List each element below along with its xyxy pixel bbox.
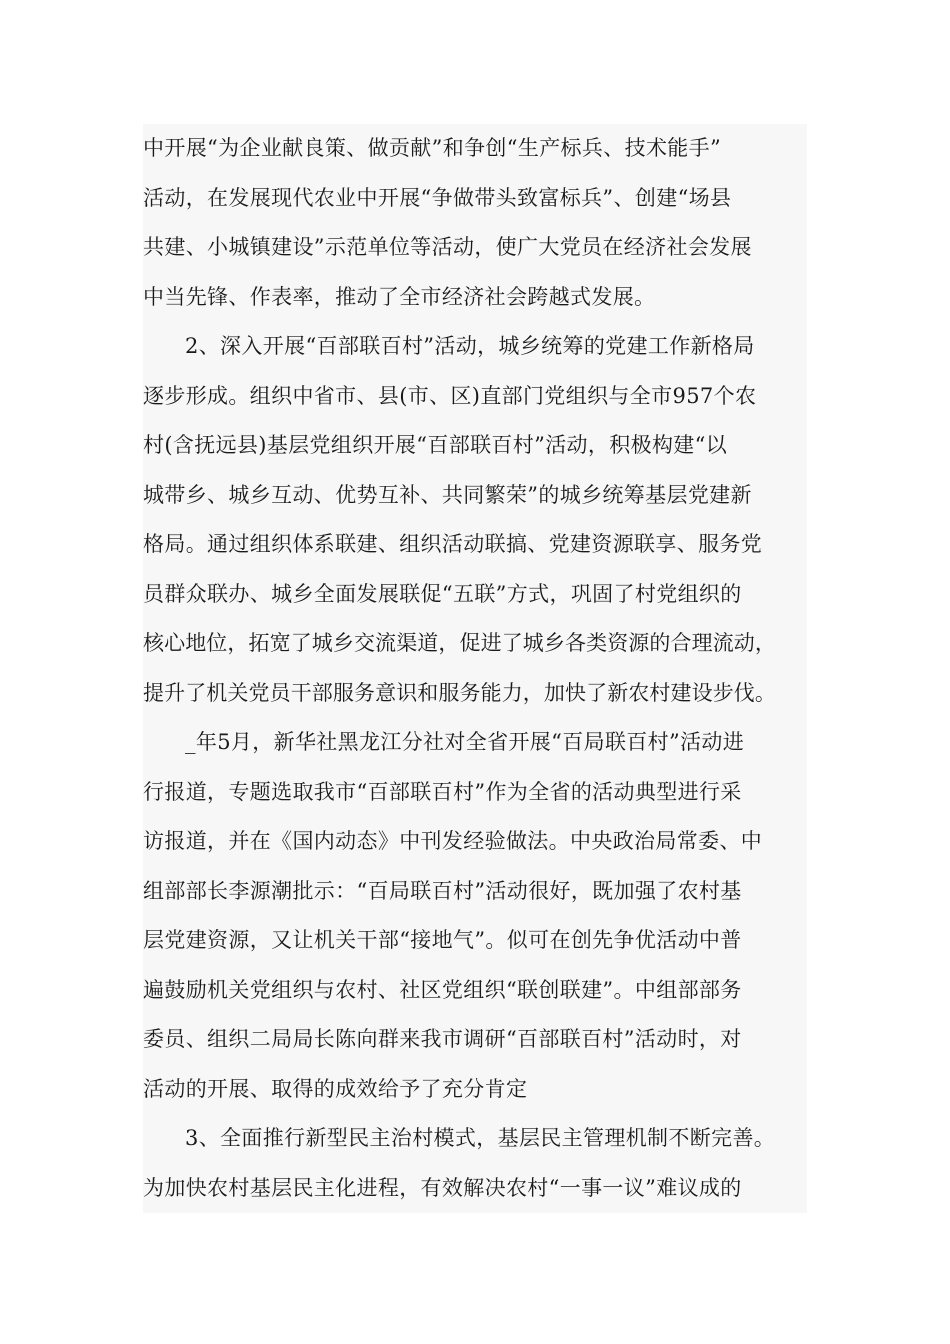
text-line: 城带乡、城乡互动、优势互补、共同繁荣”的城乡统筹基层党建新: [143, 482, 752, 507]
text-line: 逐步形成。组织中省市、县(市、区)直部门党组织与全市957个农: [143, 383, 757, 408]
text-line: 格局。通过组织体系联建、组织活动联搞、党建资源联享、服务党: [143, 532, 763, 556]
paragraph-news-start: _年5月，新华社黑龙江分社对全省开展“百局联百村”活动进: [185, 730, 745, 754]
text-line: 委员、组织二局局长陈向群来我市调研“百部联百村”活动时，对: [143, 1027, 742, 1051]
paragraph-2-start: 2、深入开展“百部联百村”活动，城乡统筹的党建工作新格局: [185, 334, 755, 358]
text-line: 中开展“为企业献良策、做贡献”和争创“生产标兵、技术能手”: [143, 136, 722, 160]
document-text: [143, 124, 807, 1213]
text-line: 层党建资源，又让机关干部“接地气”。似可在创先争优活动中普: [143, 928, 742, 952]
text-line: 遍鼓励机关党组织与农村、社区党组织“联创联建”。中组部部务: [143, 977, 742, 1002]
text-line: 为加快农村基层民主化进程，有效解决农村“一事一议”难议成的: [143, 1175, 742, 1200]
text-line: 活动，在发展现代农业中开展“争做带头致富标兵”、创建“场县: [143, 185, 732, 210]
text-line: 核心地位，拓宽了城乡交流渠道，促进了城乡各类资源的合理流动，: [143, 631, 776, 655]
paragraph-3-start: 3、全面推行新型民主治村模式，基层民主管理机制不断完善。: [185, 1126, 776, 1150]
text-line: 活动的开展、取得的成效给予了充分肯定: [143, 1076, 528, 1101]
text-line: 中当先锋、作表率，推动了全市经济社会跨越式发展。: [143, 284, 656, 309]
text-line: 提升了机关党员干部服务意识和服务能力，加快了新农村建设步伐。: [143, 680, 776, 705]
text-line: 员群众联办、城乡全面发展联促“五联”方式，巩固了村党组织的: [143, 581, 742, 606]
text-line: 访报道，并在《国内动态》中刊发经验做法。中央政治局常委、中: [143, 829, 763, 853]
text-line: 组部部长李源潮批示：“百局联百村”活动很好，既加强了农村基: [143, 878, 742, 903]
text-line: 村(含抚远县)基层党组织开展“百部联百村”活动，积极构建“以: [143, 433, 728, 457]
text-line: 行报道，专题选取我市“百部联百村”作为全省的活动典型进行采: [143, 779, 742, 804]
text-line: 共建、小城镇建设”示范单位等活动，使广大党员在经济社会发展: [143, 235, 752, 259]
